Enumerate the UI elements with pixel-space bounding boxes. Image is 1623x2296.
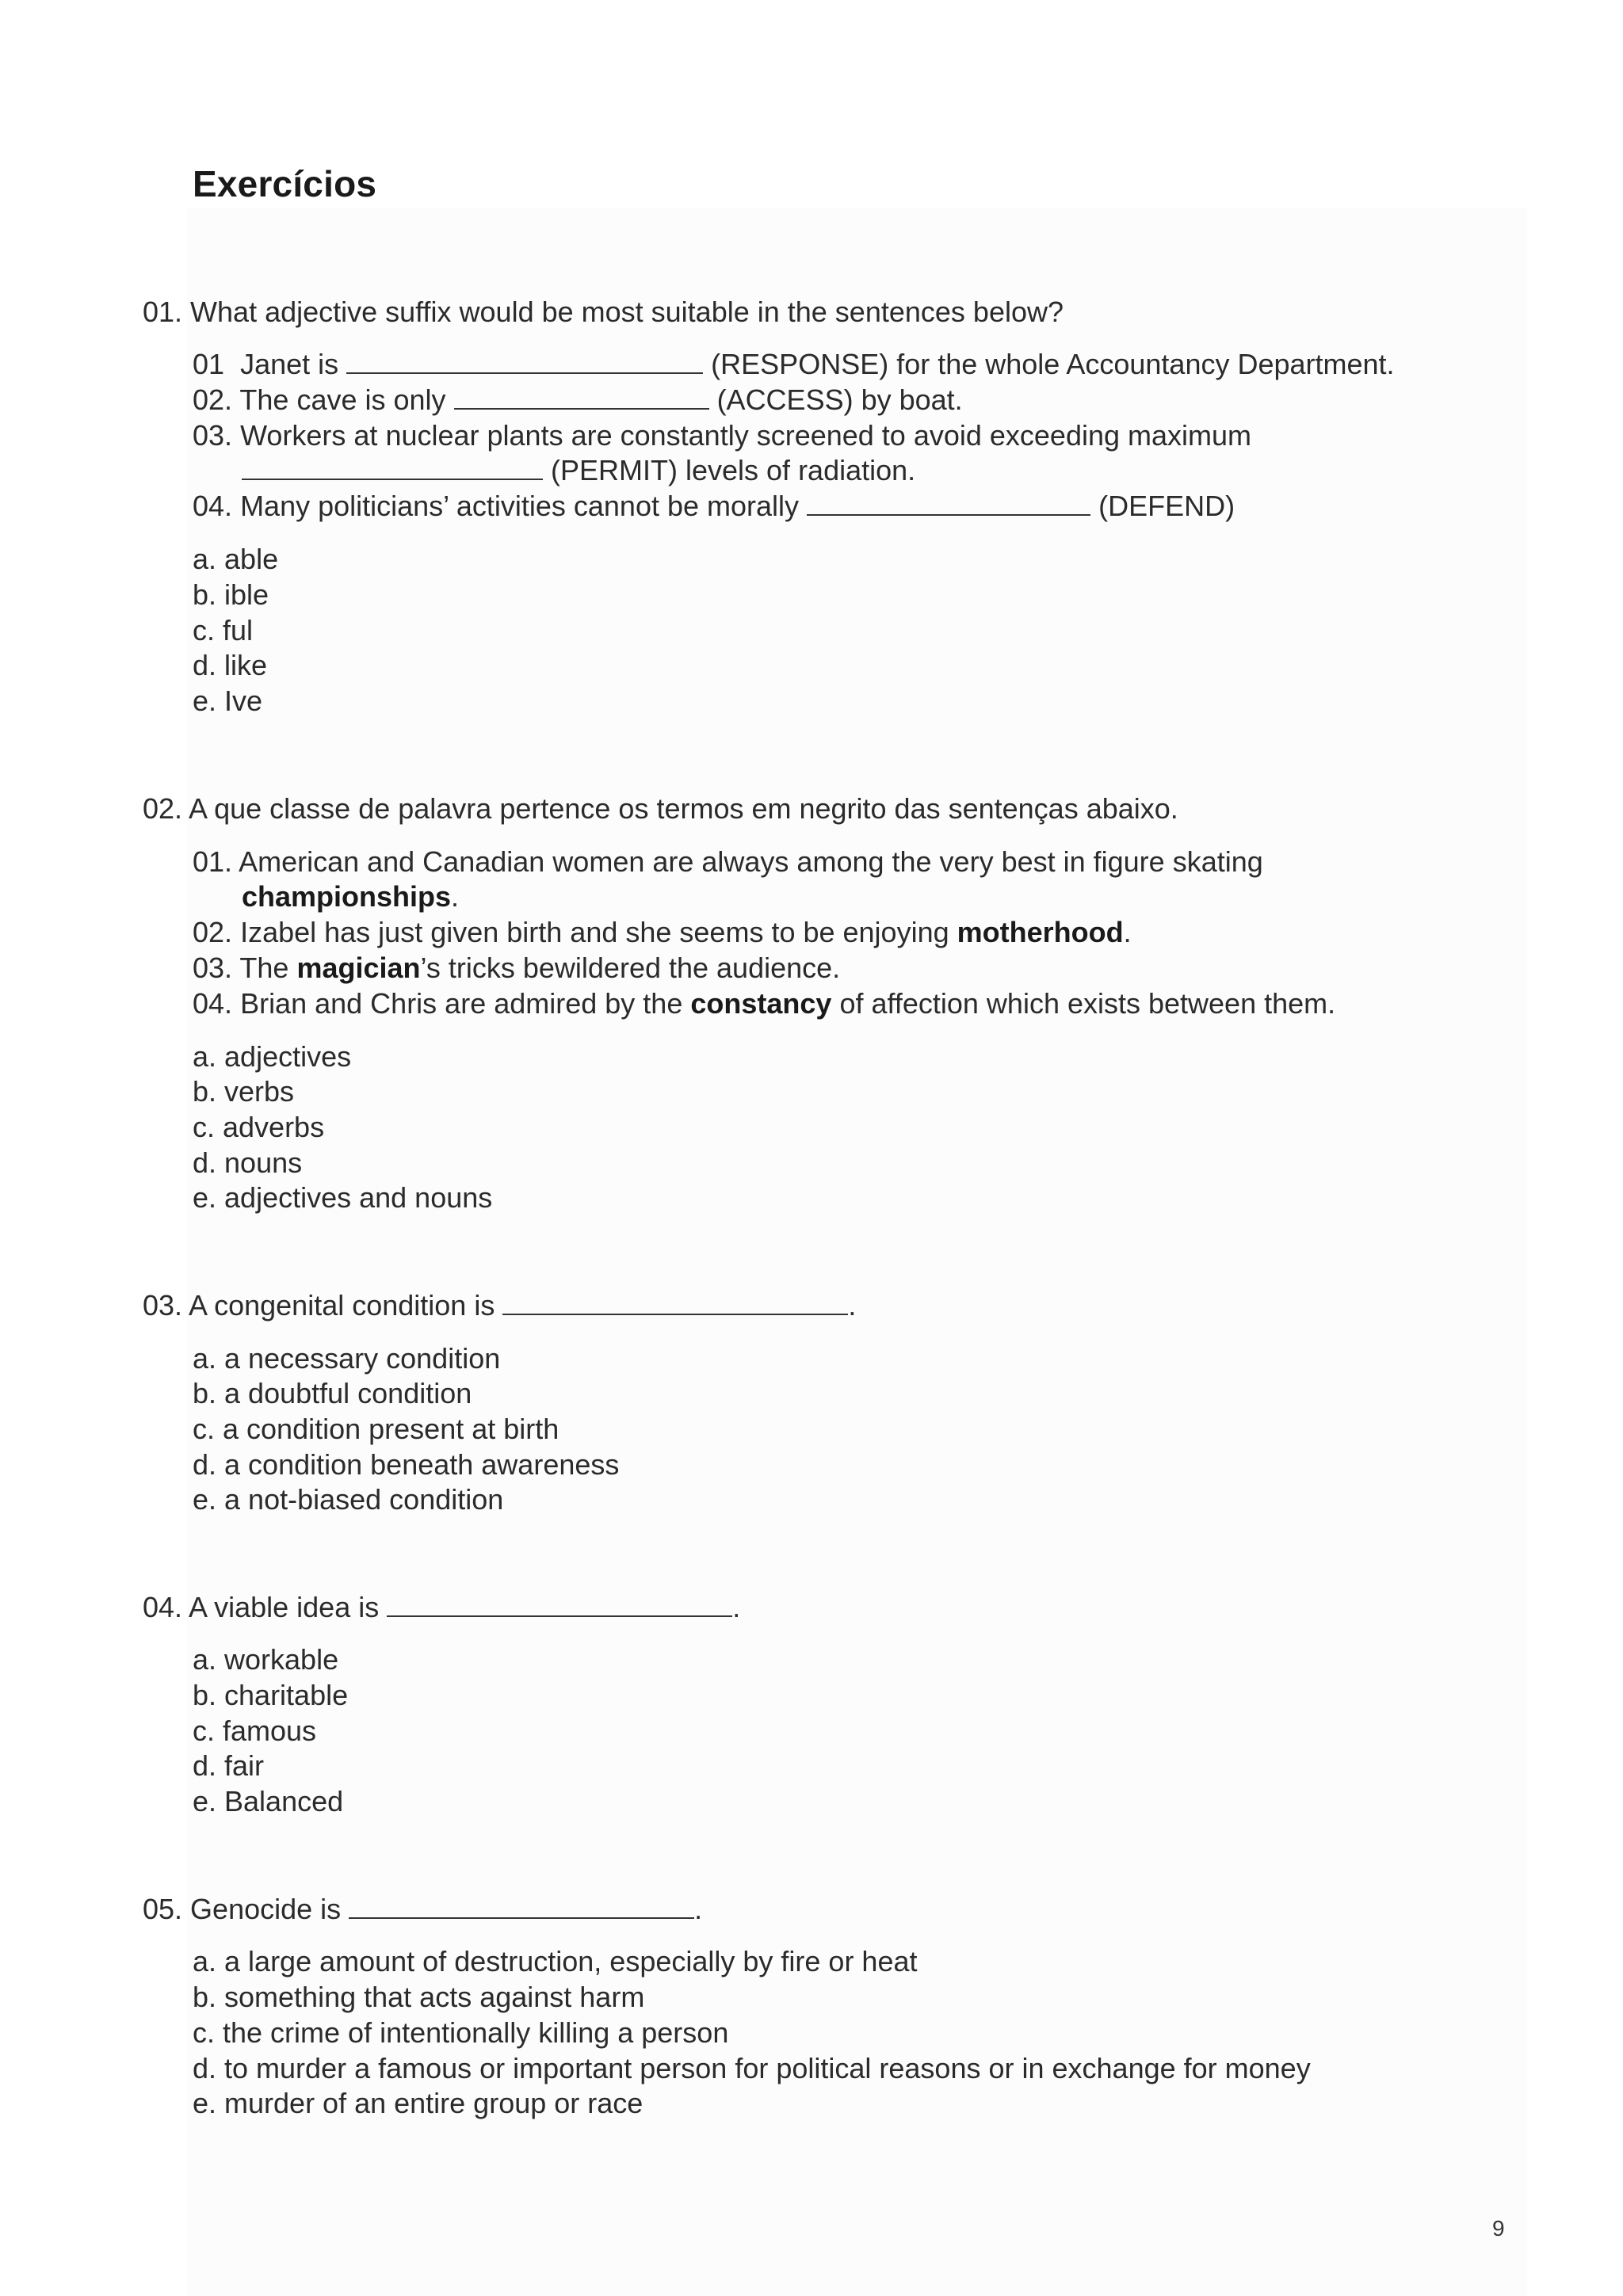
q3-option-a: a. a necessary condition: [193, 1342, 501, 1375]
q3-option-b: b. a doubtful condition: [193, 1377, 472, 1409]
item-text: Brian and Chris are admired by the: [240, 987, 683, 1020]
item-number: 02.: [193, 383, 233, 416]
q3-prompt: 03. A congenital condition is .: [143, 1289, 857, 1322]
item-text: of affection which exists between them.: [839, 987, 1336, 1020]
item-number: 01: [193, 348, 225, 380]
q4-prompt: 04. A viable idea is .: [143, 1591, 741, 1623]
q5-option-b: b. something that acts against harm: [193, 1981, 645, 2013]
q1-option-e: e. Ive: [193, 685, 263, 717]
q2-option-b: b. verbs: [193, 1075, 295, 1108]
q2-option-c: c. adverbs: [193, 1111, 325, 1143]
q1-option-b: b. ible: [193, 578, 269, 611]
bold-term: championships: [242, 880, 452, 913]
item-number: 02.: [193, 916, 233, 948]
item-number: 03.: [193, 419, 233, 452]
q2-option-a: a. adjectives: [193, 1040, 352, 1073]
page-number: 9: [1492, 2216, 1505, 2241]
bold-term: magician: [296, 952, 421, 984]
item-text: American and Canadian women are always among the very best in figure skating: [239, 845, 1263, 878]
q1-option-c: c. ful: [193, 614, 254, 646]
answer-blank: [807, 490, 1090, 516]
q2-item-2: 02. Izabel has just given birth and she seems to be enjoying motherhood.: [193, 916, 1132, 948]
q2-prompt: 02. A que classe de palavra pertence os termos em negrito das sentenças abaixo.: [143, 792, 1178, 825]
q4-option-b: b. charitable: [193, 1679, 349, 1711]
answer-blank: [502, 1290, 848, 1315]
item-text: The cave is only: [239, 383, 446, 416]
item-number: 01.: [193, 845, 233, 878]
q5-option-a: a. a large amount of destruction, especially by fire or heat: [193, 1945, 918, 1978]
page-title: Exercícios: [193, 163, 377, 204]
item-text: Janet is: [240, 348, 339, 380]
q1-prompt: 01. What adjective suffix would be most suitable in the sentences below?: [143, 296, 1064, 328]
item-text: Izabel has just given birth and she seems to be enjoying: [240, 916, 949, 948]
answer-blank: [454, 384, 709, 410]
q5-prompt: 05. Genocide is .: [143, 1893, 703, 1925]
bold-term: constancy: [690, 987, 832, 1020]
q2-option-d: d. nouns: [193, 1146, 303, 1179]
item-number: 03.: [193, 952, 233, 984]
q1-item-2: [193, 383, 963, 418]
q1-option-d: d. like: [193, 649, 268, 681]
q5-option-c: c. the crime of intentionally killing a person: [193, 2016, 729, 2049]
item-text: The: [239, 952, 289, 984]
q3-option-e: e. a not-biased condition: [193, 1483, 504, 1516]
item-text: (RESPONSE) for the whole Accountancy Department.: [711, 348, 1395, 380]
answer-blank: [387, 1592, 732, 1617]
bold-term: motherhood: [957, 916, 1124, 948]
item-number: 04.: [193, 987, 233, 1020]
q1-item-1: [193, 347, 1395, 382]
answer-blank: [346, 349, 703, 374]
item-text: (DEFEND): [1098, 490, 1235, 522]
q5-option-e: e. murder of an entire group or race: [193, 2087, 643, 2119]
answer-blank: [242, 455, 543, 480]
q2-item-3: 03. The magician’s tricks bewildered the audience.: [193, 952, 841, 984]
q2-item-1-cont: championships.: [242, 880, 460, 913]
q4-option-e: e. Balanced: [193, 1785, 344, 1817]
q3-option-d: d. a condition beneath awareness: [193, 1448, 620, 1481]
item-text: (PERMIT) levels of radiation.: [551, 454, 916, 486]
q2-item-1: [193, 845, 1263, 879]
q1-option-a: a. able: [193, 543, 279, 575]
q4-option-a: a. workable: [193, 1643, 339, 1676]
q2-item-4: [193, 986, 1335, 1021]
q1-item-3: [193, 418, 1251, 453]
q4-option-d: d. fair: [193, 1749, 265, 1782]
q2-option-e: e. adjectives and nouns: [193, 1181, 493, 1214]
q1-item-3-cont: [242, 453, 915, 488]
q5-option-d: d. to murder a famous or important person for political reasons or in exchange for money: [193, 2052, 1311, 2084]
item-text: Workers at nuclear plants are constantly screened to avoid exceeding maximum: [240, 419, 1252, 452]
item-text: (ACCESS) by boat.: [716, 383, 963, 416]
item-text: Many politicians’ activities cannot be morally: [240, 490, 800, 522]
q1-item-4: [193, 489, 1235, 524]
q4-option-c: c. famous: [193, 1714, 317, 1747]
q3-option-c: c. a condition present at birth: [193, 1413, 559, 1445]
item-number: 04.: [193, 490, 233, 522]
answer-blank: [349, 1894, 694, 1919]
